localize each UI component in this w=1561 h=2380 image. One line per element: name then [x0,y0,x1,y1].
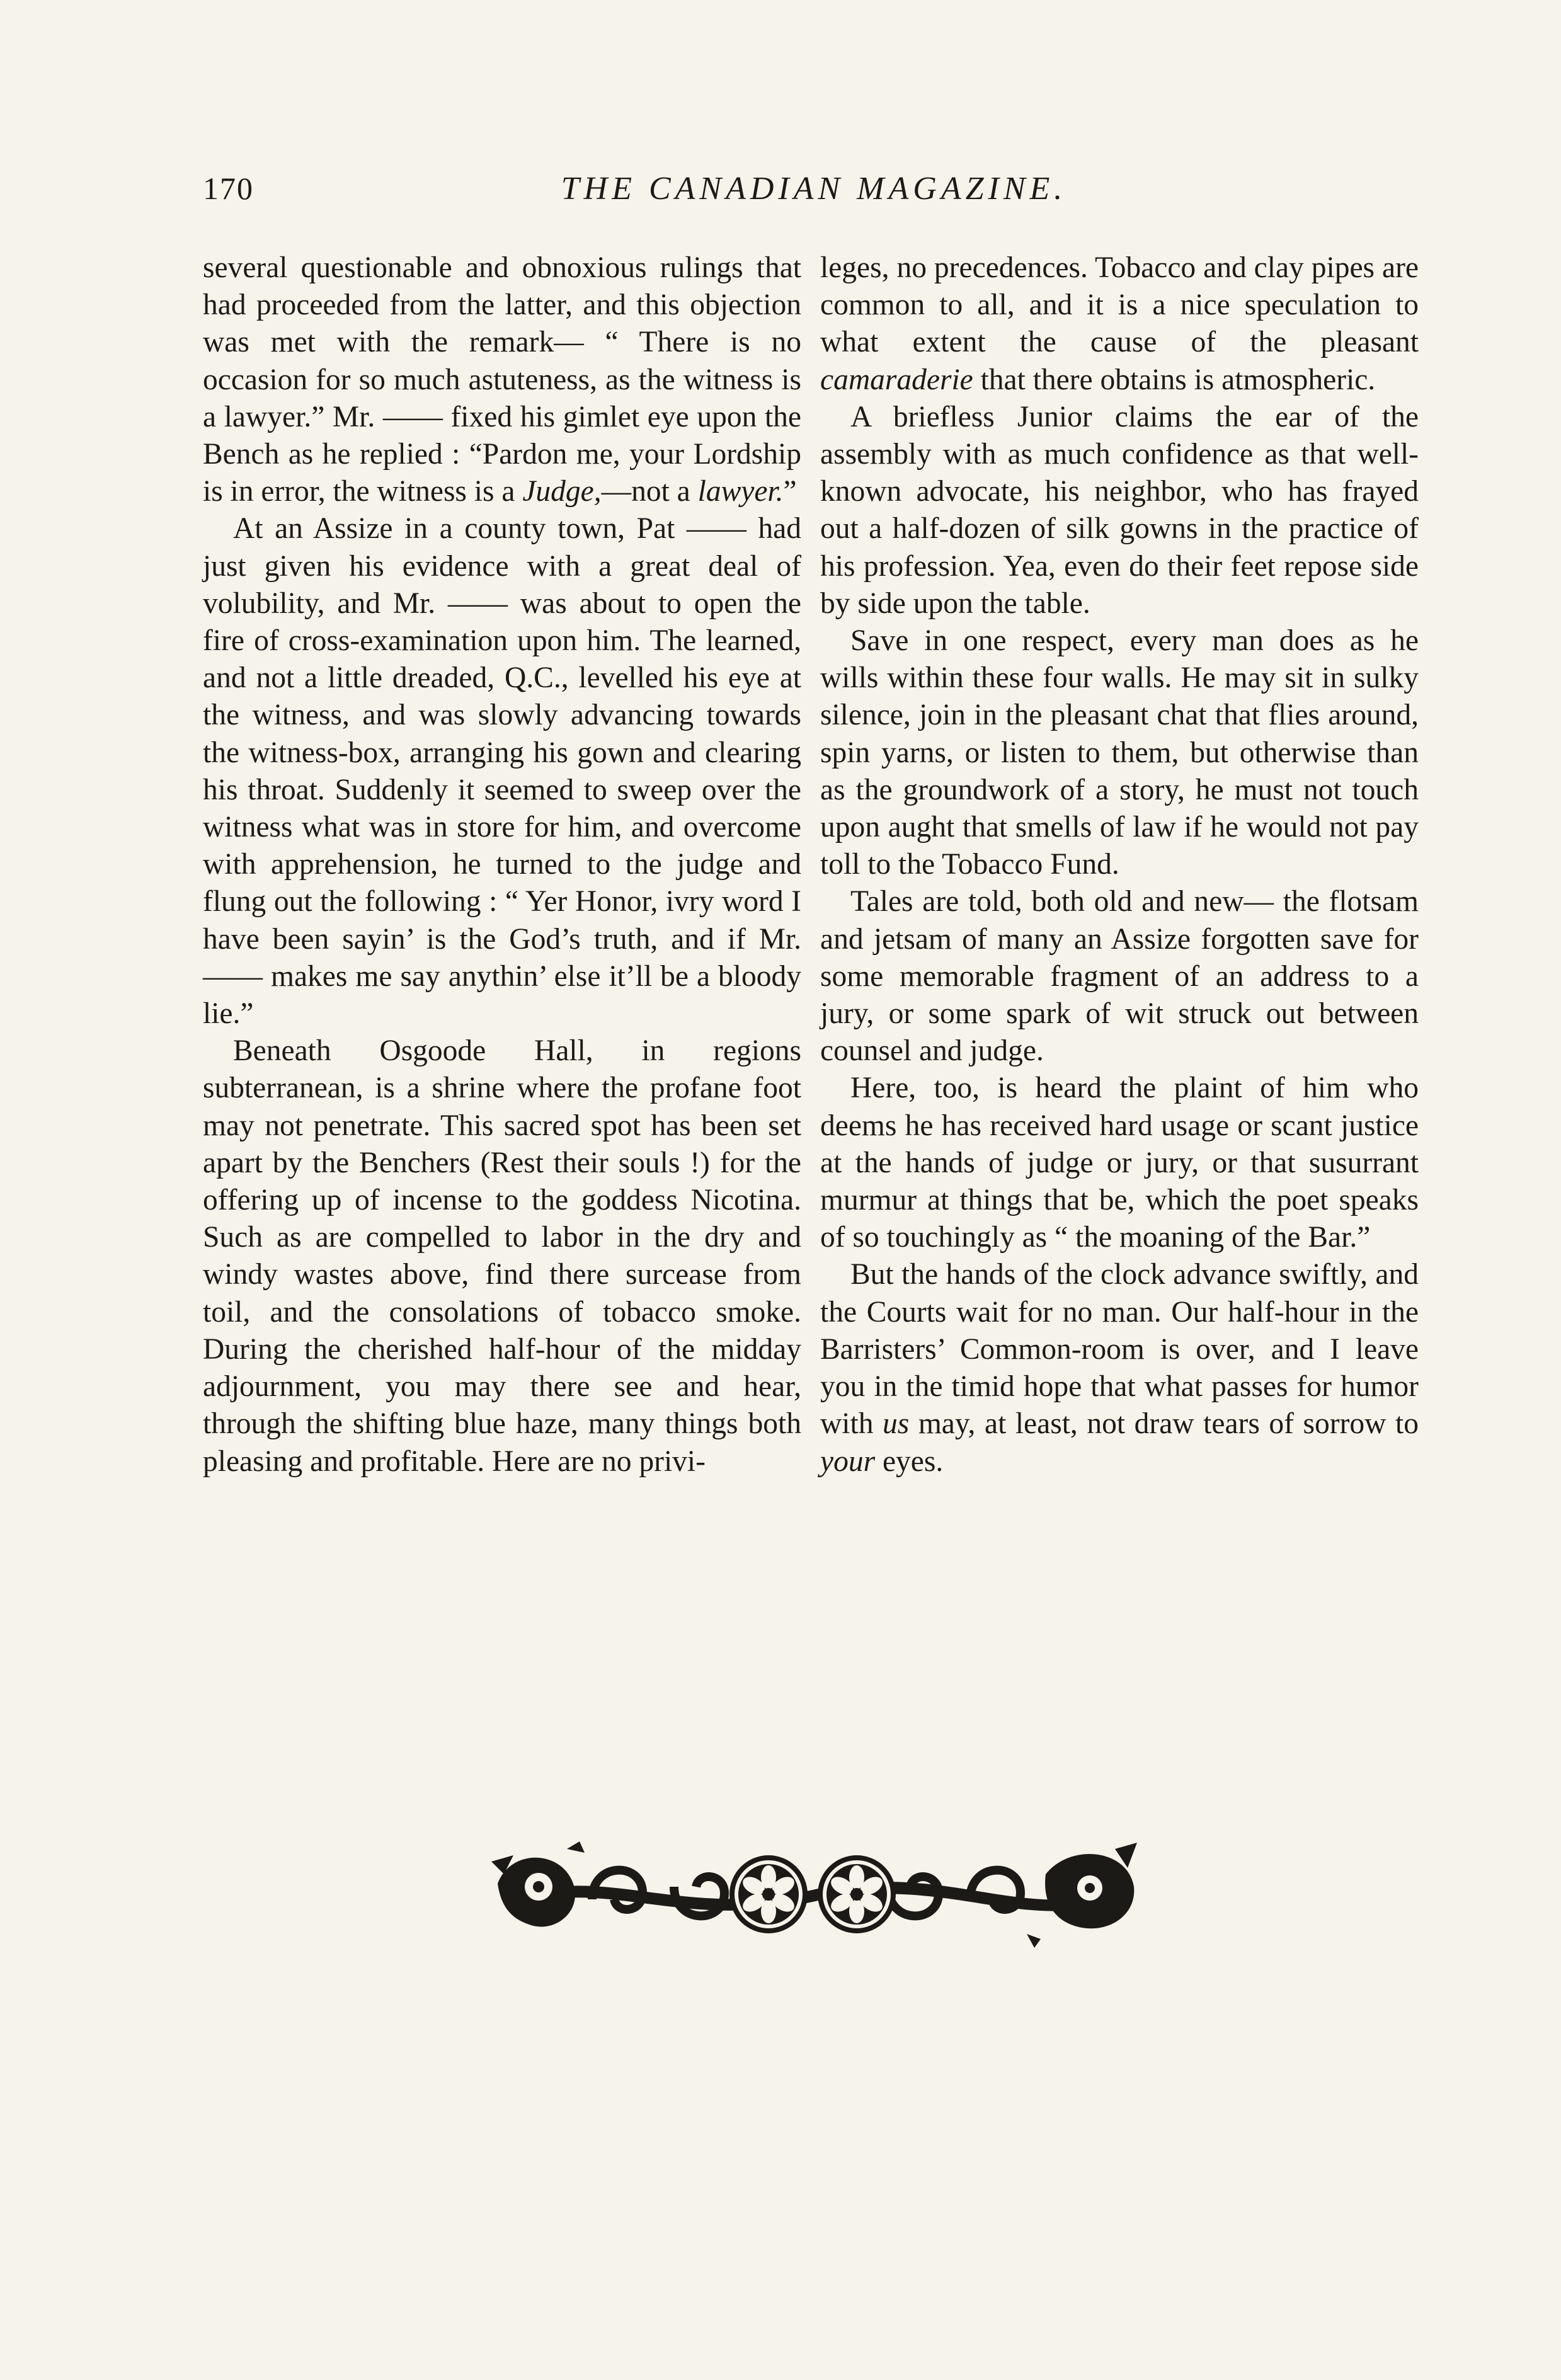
running-title: THE CANADIAN MAGAZINE. [561,171,1067,207]
paragraph [820,399,1419,622]
paragraph [203,1033,801,1480]
italic-text: your [820,1445,876,1478]
text-run: Save in one respect, every man does as he wills within these four walls. He may sit in sulky silence, join in the pleasant chat that flies around, spin yarns, or listen to them, but otherwise than as the groundwork of a story, he must not touch upon aught that smells of law if he would not pay toll to the Tobacco Fund. [820,624,1419,881]
text-run: Here, too, is heard the plaint of him who deems he has received hard usage or scant justice at the hands of judge or jury, or that susurrant murmur at things that be, which the poet speaks of so touchingly as “ the moaning of the Bar.” [820,1072,1419,1254]
text-run: leges, no precedences. Tobacco and clay pipes are common to all, and it is a nice speculation to what extent the cause of the pleasant [820,251,1419,359]
text-run: At an Assize in a county town, Pat —— had just given his evidence with a great deal of volubility, and Mr. —— was about to open the fire of cross-examination upon him. The learned, and not a little dreaded, Q.C., levelled his eye at the witness, and was slowly advancing towards the witness-box, arranging his gown and clearing his throat. Suddenly it seemed to sweep over the witness what was in store for him, and overcome with apprehension, he turned to the judge and flung out the following : “ Yer Honor, ivry word I have been sayin’ is the God’s truth, and if Mr. —— makes me say anythin’ else it’ll be a bloody lie.” [203,512,801,1031]
paragraph [820,1070,1419,1256]
tailpiece-ornament [485,1824,1140,1950]
page-header [203,170,1425,220]
italic-text: camaraderie [820,363,973,396]
left-text-column [203,249,801,1480]
right-text-column [820,249,1419,1480]
text-run: may, at least, not draw tears of sorrow to [909,1407,1419,1441]
text-run: Tales are told, both old and new— the flotsam and jetsam of many an Assize forgotten save for some memorable fragment of an address to a jury, or some spark of wit struck out between counsel and judge. [820,885,1419,1068]
text-run: But the hands of the clock advance swiftly, and the Courts wait for no man. Our half-hour in the Barristers’ Common-room is over, and I leave you in the timid hope that what passes for humor with [820,1258,1419,1441]
paragraph [820,1256,1419,1480]
paragraph [820,883,1419,1070]
paragraph [203,510,801,1033]
page-number: 170 [203,171,254,206]
text-run: Beneath Osgoode Hall, in regions subterranean, is a shrine where the profane foot may not penetrate. This sacred spot has been set apart by the Benchers (Rest their souls !) for the offering up of incense to the goddess Nicotina. Such as are compelled to labor in the dry and windy wastes above, find there surcease from toil, and the consolations of tobacco smoke. During the cherished half-hour of the midday adjournment, you may there see and hear, through the shifting blue haze, many things both pleasing and profitable. Here are no privi- [203,1034,801,1478]
paragraph [820,622,1419,883]
paragraph [820,249,1419,399]
text-run: —not a [601,475,698,508]
text-run: A briefless Junior claims the ear of the assembly with as much confidence as that well-known advocate, his neighbor, who has frayed out a half-dozen of silk gowns in the practice of his profession. Yea, even do their feet repose side by side upon the table. [820,400,1419,620]
italic-text: lawyer. [697,475,784,508]
paragraph [203,249,801,510]
text-run: that there obtains is atmospheric. [973,363,1376,396]
text-run: ” [783,475,797,508]
text-run: several questionable and obnoxious rulings that had proceeded from the latter, and this objection was met with the remark— “ There is no occasion for so much astuteness, as the witness is a lawyer.” Mr. —— fixed his gimlet eye upon the Bench as he replied : “Pardon me, your Lordship is in error, the witness is a [203,251,801,508]
text-run: eyes. [875,1445,944,1478]
italic-text: Judge, [522,475,602,508]
italic-text: us [883,1407,910,1441]
floral-tailpiece-ornament-icon [485,1824,1140,1950]
